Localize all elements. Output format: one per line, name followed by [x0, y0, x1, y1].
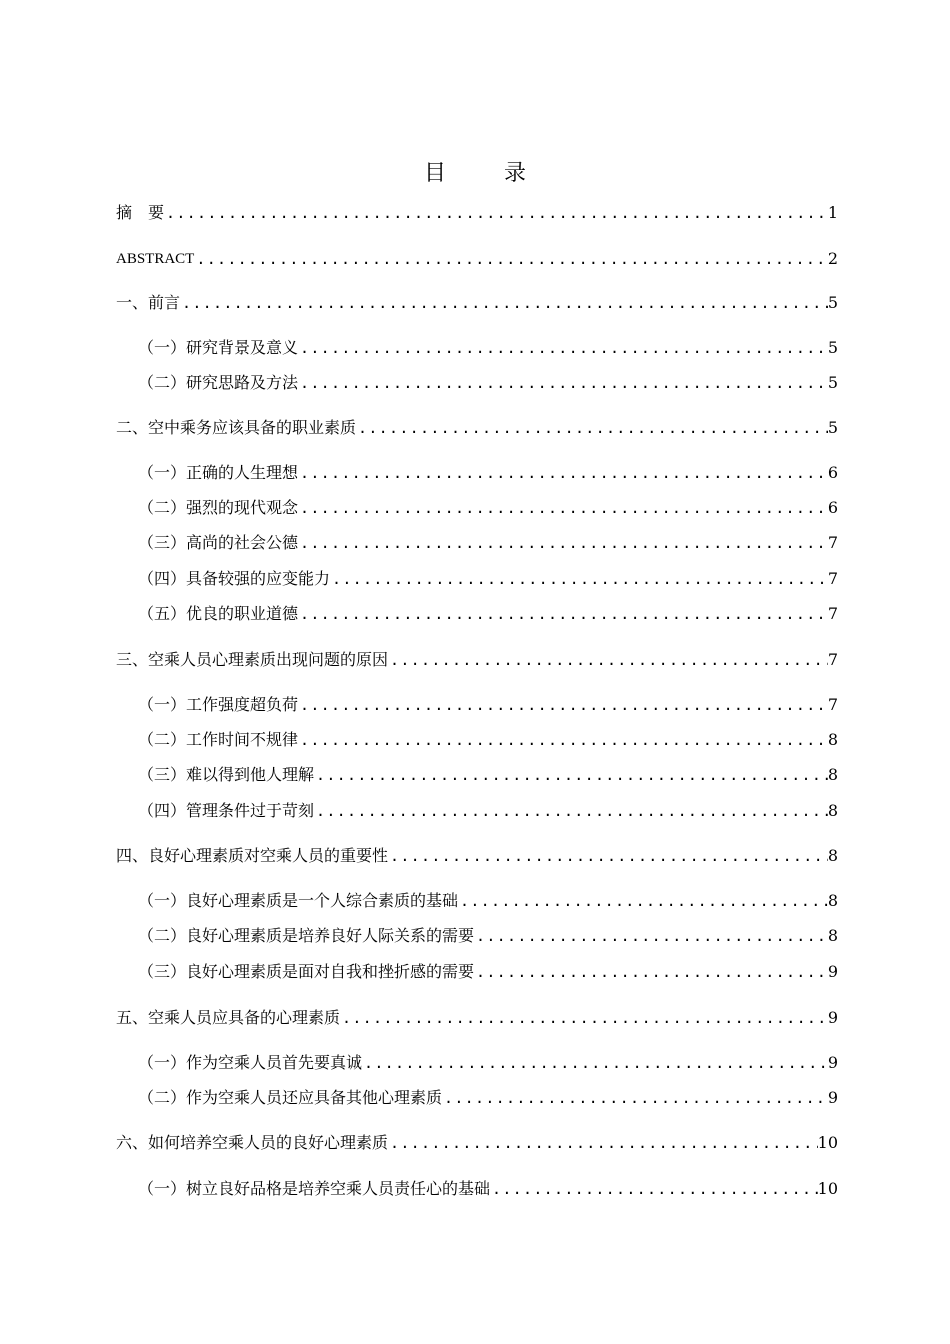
toc-entry-label: （二）作为空乘人员还应具备其他心理素质	[138, 1088, 443, 1107]
toc-page-number: 9	[827, 1053, 838, 1072]
toc-entry-section-1[interactable]	[116, 292, 838, 314]
toc-leader-dots	[388, 1132, 818, 1154]
toc-entry-label: 一、前言	[116, 293, 181, 312]
toc-entry-label: （三）难以得到他人理解	[138, 765, 315, 784]
toc-entry-subsection[interactable]	[138, 961, 838, 983]
toc-page-number: 2	[827, 249, 838, 268]
toc-entry-label: （一）良好心理素质是一个人综合素质的基础	[138, 891, 459, 910]
toc-page-number: 7	[827, 695, 838, 714]
toc-entry-label: （三）高尚的社会公德	[138, 533, 299, 552]
toc-leader-dots	[298, 462, 828, 484]
toc-page-number: 9	[827, 1008, 838, 1027]
toc-entry-section-4[interactable]	[116, 845, 838, 867]
page-title: 目 录	[423, 161, 544, 186]
toc-entry-section-3[interactable]	[116, 649, 838, 671]
toc-entry-label: （二）研究思路及方法	[138, 373, 299, 392]
toc-entry-abstract-cn[interactable]	[116, 202, 838, 224]
toc-page-number: 10	[817, 1179, 838, 1198]
toc-page-number: 6	[827, 498, 838, 517]
toc-leader-dots	[180, 292, 828, 314]
toc-entry-subsection[interactable]	[138, 1052, 838, 1074]
toc-leader-dots	[474, 961, 828, 983]
toc-page-number: 7	[827, 650, 838, 669]
toc-leader-dots	[298, 729, 828, 751]
toc-page-number: 8	[827, 891, 838, 910]
toc-entry-section-5[interactable]	[116, 1007, 838, 1029]
toc-leader-dots	[356, 417, 828, 439]
toc-entry-subsection[interactable]	[138, 372, 838, 394]
toc-entry-label: （一）作为空乘人员首先要真诚	[138, 1053, 363, 1072]
toc-leader-dots	[298, 497, 828, 519]
toc-entry-label: 摘 要	[116, 203, 165, 222]
toc-entry-subsection[interactable]	[138, 729, 838, 751]
toc-entry-abstract-en[interactable]	[116, 248, 838, 270]
toc-entry-subsection[interactable]	[138, 694, 838, 716]
toc-leader-dots	[362, 1052, 828, 1074]
toc-entry-subsection[interactable]	[138, 532, 838, 554]
toc-page-number: 8	[827, 846, 838, 865]
toc-page-number: 5	[827, 293, 838, 312]
toc-page-number: 8	[827, 801, 838, 820]
toc-entry-subsection[interactable]	[138, 337, 838, 359]
toc-leader-dots	[388, 649, 828, 671]
toc-leader-dots	[458, 890, 828, 912]
toc-entry-section-2[interactable]	[116, 417, 838, 439]
toc-leader-dots	[314, 764, 828, 786]
toc-entry-subsection[interactable]	[138, 568, 838, 590]
toc-entry-label: （三）良好心理素质是面对自我和挫折感的需要	[138, 962, 475, 981]
toc-leader-dots	[474, 925, 828, 947]
toc-leader-dots	[164, 202, 828, 224]
toc-entry-subsection[interactable]	[138, 1087, 838, 1109]
toc-entry-subsection[interactable]	[138, 1178, 838, 1200]
toc-entry-label: 三、空乘人员心理素质出现问题的原因	[116, 650, 389, 669]
toc-entry-label: （二）强烈的现代观念	[138, 498, 299, 517]
toc-page-number: 7	[827, 604, 838, 623]
toc-leader-dots	[490, 1178, 818, 1200]
toc-entry-label: （四）具备较强的应变能力	[138, 569, 331, 588]
toc-leader-dots	[298, 532, 828, 554]
toc-leader-dots	[340, 1007, 828, 1029]
toc-entry-subsection[interactable]	[138, 800, 838, 822]
toc-page-number: 1	[827, 203, 838, 222]
toc-entry-subsection[interactable]	[138, 890, 838, 912]
toc-leader-dots	[298, 603, 828, 625]
toc-leader-dots	[298, 372, 828, 394]
toc-leader-dots	[298, 337, 828, 359]
toc-leader-dots	[442, 1087, 828, 1109]
toc-entry-label: ABSTRACT	[116, 251, 195, 267]
toc-page-number: 5	[827, 418, 838, 437]
toc-page-number: 7	[827, 533, 838, 552]
toc-entry-label: （二）工作时间不规律	[138, 730, 299, 749]
toc-entry-label: 六、如何培养空乘人员的良好心理素质	[116, 1133, 389, 1152]
toc-leader-dots	[388, 845, 828, 867]
toc-page-number: 10	[817, 1133, 838, 1152]
toc-entry-label: 五、空乘人员应具备的心理素质	[116, 1008, 341, 1027]
toc-page-number: 9	[827, 1088, 838, 1107]
toc-entry-subsection[interactable]	[138, 764, 838, 786]
toc-entry-label: （一）工作强度超负荷	[138, 695, 299, 714]
toc-leader-dots	[330, 568, 828, 590]
toc-entry-subsection[interactable]	[138, 462, 838, 484]
toc-page-number: 5	[827, 373, 838, 392]
toc-page-number: 7	[827, 569, 838, 588]
toc-entry-label: （二）良好心理素质是培养良好人际关系的需要	[138, 926, 475, 945]
toc-entry-label: （一）正确的人生理想	[138, 463, 299, 482]
toc-page-number: 6	[827, 463, 838, 482]
toc-entry-label: （一）研究背景及意义	[138, 338, 299, 357]
toc-page-number: 9	[827, 962, 838, 981]
toc-entry-label: （一）树立良好品格是培养空乘人员责任心的基础	[138, 1179, 491, 1198]
toc-entry-label: 四、良好心理素质对空乘人员的重要性	[116, 846, 389, 865]
toc-page-number: 8	[827, 926, 838, 945]
toc-entry-subsection[interactable]	[138, 603, 838, 625]
toc-entry-section-6[interactable]	[116, 1132, 838, 1154]
toc-leader-dots	[298, 694, 828, 716]
toc-entry-subsection[interactable]	[138, 925, 838, 947]
toc-page-number: 8	[827, 765, 838, 784]
toc-page-number: 5	[827, 338, 838, 357]
toc-entry-label: 二、空中乘务应该具备的职业素质	[116, 418, 357, 437]
toc-leader-dots	[314, 800, 828, 822]
toc-entry-label: （四）管理条件过于苛刻	[138, 801, 315, 820]
toc-leader-dots	[194, 248, 827, 270]
toc-page-number: 8	[827, 730, 838, 749]
toc-entry-subsection[interactable]	[138, 497, 838, 519]
toc-entry-label: （五）优良的职业道德	[138, 604, 299, 623]
